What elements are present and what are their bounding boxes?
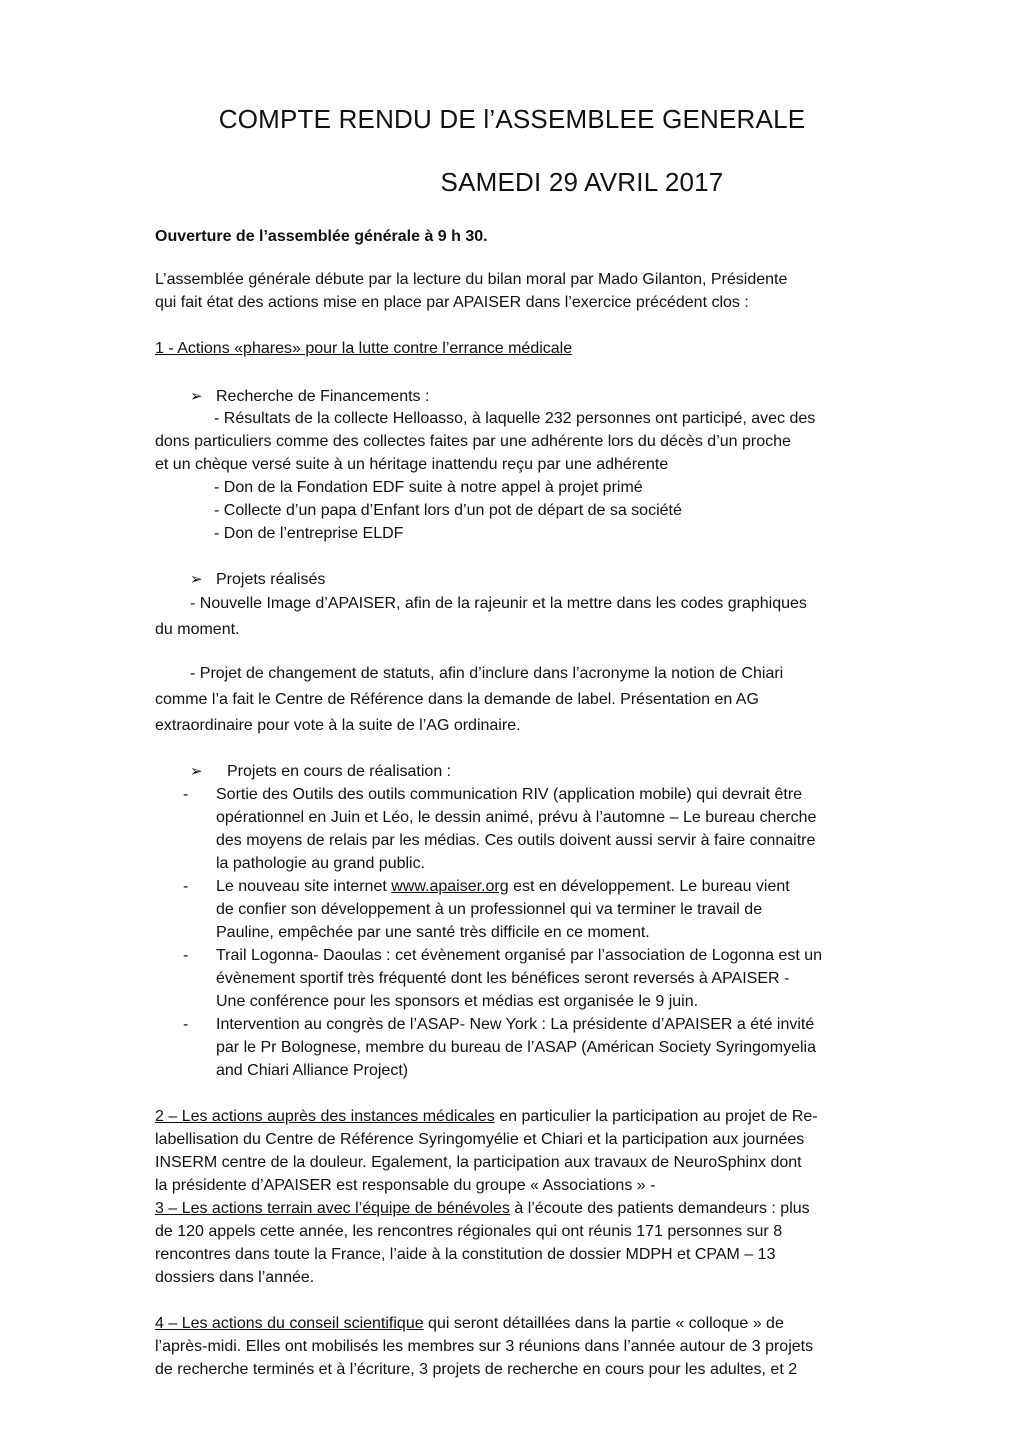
en-cours-text: Le nouveau site internet [216, 878, 392, 895]
en-cours-line: Pauline, empêchée par une santé très difficile en ce moment. [216, 924, 650, 941]
financements-line: dons particuliers comme des collectes faites par une adhérente lors du décès d’un proche [155, 433, 791, 450]
section-2-line: labellisation du Centre de Référence Syringomyélie et Chiari et la participation aux journées [155, 1131, 805, 1148]
dash-bullet: - [183, 878, 189, 895]
section-heading-4: 4 – Les actions du conseil scientifique [155, 1315, 424, 1332]
en-cours-line: and Chiari Alliance Project) [216, 1062, 409, 1079]
dash-bullet: - [183, 947, 189, 964]
document-date: SAMEDI 29 AVRIL 2017 [440, 167, 724, 197]
section-4-line: de recherche terminés et à l’écriture, 3 projets de recherche en cours pour les adultes, et 2 [155, 1361, 798, 1378]
en-cours-line: des moyens de relais par les médias. Ces outils doivent aussi servir à faire connaitre [216, 832, 816, 849]
intro-line: qui fait état des actions mise en place par APAISER dans l’exercice précédent clos : [155, 294, 749, 311]
en-cours-line: la pathologie au grand public. [216, 855, 426, 872]
section-3-line: dossiers dans l’année. [155, 1269, 315, 1286]
realises-line: extraordinaire pour vote à la suite de l’AG ordinaire. [155, 717, 521, 734]
section-3-line: de 120 appels cette année, les rencontres régionales qui ont réunis 171 personnes sur 8 [155, 1223, 783, 1240]
section-4-text: qui seront détaillées dans la partie « colloque » de [423, 1315, 784, 1332]
section-heading-3: 3 – Les actions terrain avec l’équipe de bénévoles [155, 1200, 510, 1217]
section-3-line [155, 1197, 810, 1220]
realises-line: du moment. [155, 621, 240, 638]
en-cours-line: Intervention au congrès de l’ASAP- New York : La présidente d’APAISER a été invité [216, 1016, 815, 1033]
en-cours-heading: Projets en cours de réalisation : [227, 763, 452, 780]
section-3-line: rencontres dans toute la France, l’aide à la constitution de dossier MDPH et CPAM – 13 [155, 1246, 776, 1263]
section-4-line: l’après-midi. Elles ont mobilisés les membres sur 3 réunions dans l’année autour de 3 projets [155, 1338, 814, 1355]
section-3-text: à l’écoute des patients demandeurs : plus [509, 1200, 810, 1217]
financements-line: et un chèque versé suite à un héritage inattendu reçu par une adhérente [155, 456, 669, 473]
section-2-line: INSERM centre de la douleur. Egalement, la participation aux travaux de NeuroSphinx dont [155, 1154, 802, 1171]
en-cours-line: Trail Logonna- Daoulas : cet évènement organisé par l’association de Logonna est un [216, 947, 823, 964]
arrow-bullet-icon: ➢ [190, 763, 203, 780]
section-heading-1: 1 - Actions «phares» pour la lutte contre l’errance médicale [155, 340, 573, 357]
section-2-line: la présidente d’APAISER est responsable du groupe « Associations » - [155, 1177, 656, 1194]
realises-line: - Projet de changement de statuts, afin d’inclure dans l’acronyme la notion de Chiari [190, 665, 784, 682]
en-cours-text: est en développement. Le bureau vient [508, 878, 790, 895]
arrow-bullet-icon: ➢ [190, 388, 203, 405]
realises-line: - Nouvelle Image d’APAISER, afin de la rajeunir et la mettre dans les codes graphiques [190, 595, 807, 612]
dash-bullet: - [183, 1016, 189, 1033]
realises-heading: Projets réalisés [216, 571, 326, 588]
en-cours-line: de confier son développement à un professionnel qui va terminer le travail de [216, 901, 763, 918]
en-cours-line: opérationnel en Juin et Léo, le dessin animé, prévu à l’automne – Le bureau cherche [216, 809, 817, 826]
section-heading-2: 2 – Les actions auprès des instances médicales [155, 1108, 495, 1125]
financements-item: - Don de l’entreprise ELDF [214, 525, 404, 542]
opening-line: Ouverture de l’assemblée générale à 9 h 30. [155, 228, 488, 245]
en-cours-line: Sortie des Outils des outils communication RIV (application mobile) qui devrait être [216, 786, 803, 803]
website-link[interactable]: www.apaiser.org [391, 878, 509, 895]
intro-line: L’assemblée générale débute par la lecture du bilan moral par Mado Gilanton, Présidente [155, 271, 788, 288]
dash-bullet: - [183, 786, 189, 803]
section-4-line [155, 1312, 784, 1335]
arrow-bullet-icon: ➢ [190, 571, 203, 588]
financements-item: - Collecte d’un papa d’Enfant lors d’un pot de départ de sa société [214, 502, 682, 519]
en-cours-line: évènement sportif très fréquenté dont les bénéfices seront reversés à APAISER - [216, 970, 790, 987]
en-cours-line: par le Pr Bolognese, membre du bureau de l’ASAP (Américan Society Syringomyelia [216, 1039, 816, 1056]
en-cours-line: Une conférence pour les sponsors et médias est organisée le 9 juin. [216, 993, 699, 1010]
section-2-text: en particulier la participation au projet de Re- [494, 1108, 818, 1125]
document-title: COMPTE RENDU DE l’ASSEMBLEE GENERALE [218, 104, 806, 134]
en-cours-line [216, 875, 790, 898]
financements-item: - Don de la Fondation EDF suite à notre appel à projet primé [214, 479, 643, 496]
section-2-line [155, 1105, 818, 1128]
financements-heading: Recherche de Financements : [216, 388, 430, 405]
financements-line: - Résultats de la collecte Helloasso, à laquelle 232 personnes ont participé, avec des [214, 410, 816, 427]
realises-line: comme l’a fait le Centre de Référence dans la demande de label. Présentation en AG [155, 691, 759, 708]
